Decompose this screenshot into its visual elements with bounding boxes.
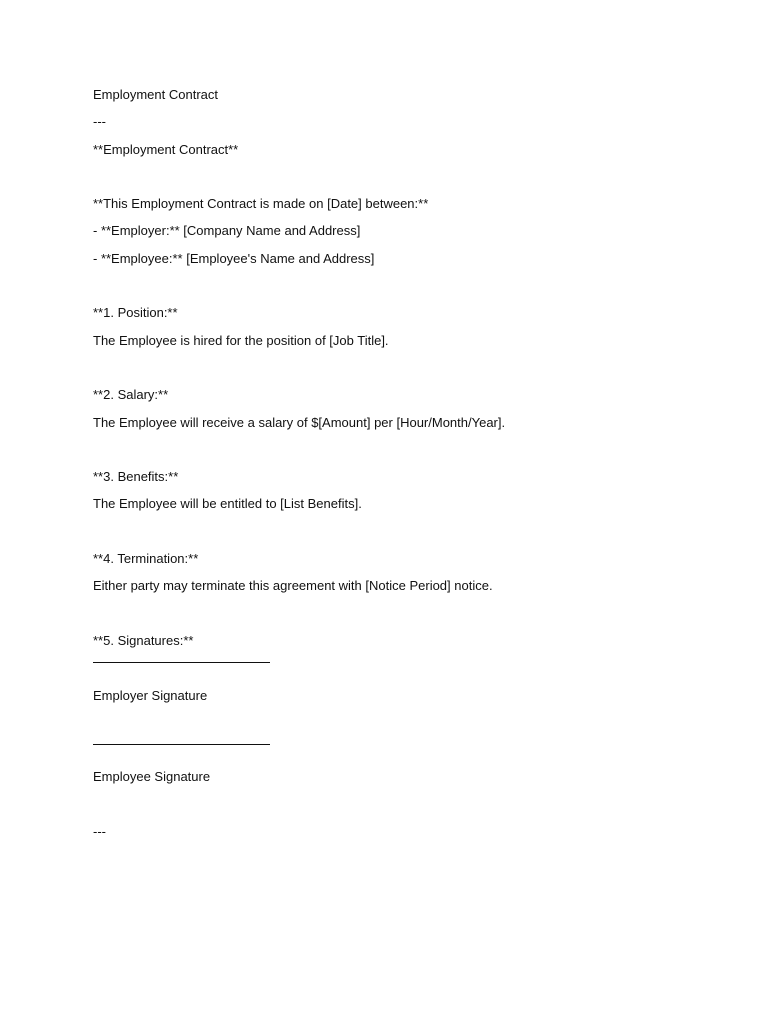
section-benefits-body: The Employee will be entitled to [List Benefits]. <box>93 496 362 512</box>
section-salary-heading: **2. Salary:** <box>93 387 169 403</box>
employee-line: - **Employee:** [Employee's Name and Address] <box>93 250 375 266</box>
section-termination-body: Either party may terminate this agreement with [Notice Period] notice. <box>93 578 493 594</box>
separator-top: --- <box>93 114 106 130</box>
section-position-heading: **1. Position:** <box>93 305 178 321</box>
blank-line <box>93 168 693 195</box>
section-benefits-heading: **3. Benefits:** <box>93 469 179 485</box>
section-termination-heading: **4. Termination:** <box>93 551 199 567</box>
blank-line <box>93 523 693 550</box>
blank-line <box>93 277 693 304</box>
separator-bottom: --- <box>93 824 106 840</box>
signatures-heading: **5. Signatures:** <box>93 632 194 648</box>
employee-signature-label: Employee Signature <box>93 769 211 785</box>
blank-line <box>93 796 693 823</box>
employer-signature-label: Employer Signature <box>93 687 208 703</box>
employer-signature-line <box>93 659 693 686</box>
blank-line <box>93 714 693 741</box>
blank-line <box>93 605 693 632</box>
employer-line: - **Employer:** [Company Name and Address] <box>93 223 361 239</box>
document-heading: Employment Contract <box>93 87 218 102</box>
signature-rule <box>93 662 270 663</box>
intro-line: **This Employment Contract is made on [Date] between:** <box>93 196 429 212</box>
contract-title: **Employment Contract** <box>93 141 239 157</box>
signature-rule <box>93 744 270 745</box>
blank-line <box>93 441 693 468</box>
employee-signature-line <box>93 741 693 768</box>
document-page <box>93 86 693 850</box>
section-position-body: The Employee is hired for the position of [Job Title]. <box>93 332 389 348</box>
blank-line <box>93 359 693 386</box>
section-salary-body: The Employee will receive a salary of $[Amount] per [Hour/Month/Year]. <box>93 414 506 430</box>
